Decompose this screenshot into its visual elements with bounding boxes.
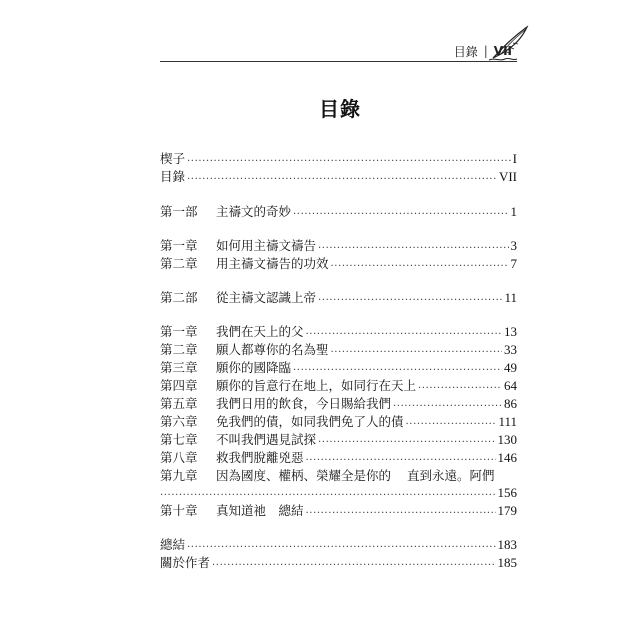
dot-leader — [160, 484, 496, 502]
toc-entry-p2-ch2[interactable] — [160, 341, 517, 359]
toc-entry-chapter: 第十章 — [160, 503, 198, 518]
dot-leader — [187, 536, 495, 554]
running-header-title: 目錄 — [453, 44, 478, 59]
dot-leader — [406, 413, 497, 431]
toc-entry-chapter: 第四章 — [160, 378, 198, 393]
toc-entry-chapter: 第五章 — [160, 396, 198, 411]
toc-entry-p2-ch3[interactable] — [160, 359, 517, 377]
dot-leader — [331, 255, 509, 273]
dot-leader — [293, 359, 502, 377]
toc-entry-chapter: 第二章 — [160, 256, 198, 271]
toc-entry-title: 不叫我們遇見試探 — [216, 432, 317, 447]
toc-entry-p2-ch7[interactable] — [160, 431, 517, 449]
toc-entry-page: VII — [498, 169, 517, 184]
toc-entry-page: 11 — [504, 290, 517, 305]
dot-leader — [318, 289, 502, 307]
toc-entry-label: 總結 — [160, 537, 186, 552]
toc-entry-title: 我們日用的飲食，今日賜給我們 — [216, 396, 392, 411]
toc-entry-page: 111 — [498, 414, 517, 429]
toc-entry-p2-ch9[interactable] — [160, 467, 517, 485]
toc-entry-chapter: 第二章 — [160, 342, 198, 357]
toc-entry-page: 7 — [510, 256, 517, 271]
toc-entry-chapter: 第六章 — [160, 414, 198, 429]
dot-leader — [331, 341, 502, 359]
dot-leader — [187, 150, 511, 168]
toc-entry-title: 免我們的債，如同我們免了人的債 — [216, 414, 404, 429]
dot-leader — [318, 237, 508, 255]
toc-entry-p1-ch1[interactable] — [160, 237, 517, 255]
toc-entry-title: 用主禱文禱告的功效 — [216, 256, 329, 271]
toc-entry-chapter: 第九章 — [160, 468, 198, 483]
toc-entry-title: 願你的旨意行在地上，如同行在天上 — [216, 378, 417, 393]
toc-entry-part-2[interactable] — [160, 289, 517, 307]
toc-entry-p2-ch5[interactable] — [160, 395, 517, 413]
toc-entry-page: 13 — [504, 324, 517, 339]
quill-pen-icon — [487, 24, 531, 64]
toc-entry-chapter: 第一部 — [160, 204, 198, 219]
toc-entry-chapter: 第七章 — [160, 432, 198, 447]
running-header-separator: | — [483, 44, 488, 58]
toc-entry-p1-ch2[interactable] — [160, 255, 517, 273]
toc-entry-page: 185 — [497, 555, 517, 570]
toc-entry-title: 從主禱文認識上帝 — [216, 290, 317, 305]
dot-leader — [306, 323, 502, 341]
toc-entry-page: 179 — [497, 503, 517, 518]
toc-entry-summary[interactable] — [160, 536, 517, 554]
dot-leader — [393, 395, 502, 413]
toc-entry-p2-ch10[interactable] — [160, 502, 517, 520]
toc-entry-about-author[interactable] — [160, 554, 517, 572]
toc-entry-chapter: 第一章 — [160, 324, 198, 339]
toc-entry-label: 關於作者 — [160, 555, 211, 570]
toc-entry-page: 64 — [504, 378, 517, 393]
toc-entry-page: 156 — [497, 485, 517, 500]
toc-entry-title: 救我們脫離兇惡 — [216, 450, 304, 465]
toc-entry-page: 33 — [504, 342, 517, 357]
toc-entry-prologue[interactable] — [160, 150, 517, 168]
toc-entry-page: I — [512, 151, 517, 166]
toc-entry-page: 86 — [504, 396, 517, 411]
toc-entry-p2-ch4[interactable] — [160, 377, 517, 395]
toc-entry-title: 主禱文的奇妙 — [216, 204, 292, 219]
toc-entry-title: 願人都尊你的名為聖 — [216, 342, 329, 357]
toc-entry-page: 146 — [497, 450, 517, 465]
toc-entry-title-tail: 直到永遠。阿們 — [407, 468, 495, 483]
toc-entry-title: 因為國度、權柄、榮耀全是你的 — [216, 468, 392, 483]
header-rule — [160, 61, 517, 62]
toc-entry-title: 真知道祂 總結 — [216, 503, 304, 518]
toc-entry-title: 願你的國降臨 — [216, 360, 292, 375]
toc-entry-page: 1 — [510, 204, 517, 219]
toc-entry-chapter: 第三章 — [160, 360, 198, 375]
toc-entry-page: 183 — [497, 537, 517, 552]
toc-entry-label: 楔子 — [160, 151, 186, 166]
toc-entry-p2-ch8[interactable] — [160, 449, 517, 467]
toc-entry-part-1[interactable] — [160, 203, 517, 221]
dot-leader — [212, 554, 495, 572]
toc-entry-page: 3 — [510, 238, 517, 253]
toc-entry-label: 目錄 — [160, 169, 186, 184]
dot-leader — [418, 377, 502, 395]
toc-entry-contents[interactable] — [160, 168, 517, 186]
toc-entry-title: 我們在天上的父 — [216, 324, 304, 339]
dot-leader — [306, 449, 496, 467]
dot-leader — [306, 502, 496, 520]
toc-entry-title: 如何用主禱文禱告 — [216, 238, 317, 253]
toc-entry-page: 130 — [497, 432, 517, 447]
dot-leader — [318, 431, 495, 449]
toc-entry-p2-ch9-continued[interactable] — [160, 484, 517, 502]
toc-entry-chapter: 第二部 — [160, 290, 198, 305]
toc-entry-chapter: 第八章 — [160, 450, 198, 465]
toc-entry-p2-ch1[interactable] — [160, 323, 517, 341]
toc-entry-p2-ch6[interactable] — [160, 413, 517, 431]
dot-leader — [293, 203, 508, 221]
dot-leader — [187, 168, 497, 186]
running-header-page-number: VII — [493, 44, 512, 58]
toc-entry-chapter: 第一章 — [160, 238, 198, 253]
page-title: 目錄 — [319, 97, 361, 121]
toc-entry-page: 49 — [504, 360, 517, 375]
